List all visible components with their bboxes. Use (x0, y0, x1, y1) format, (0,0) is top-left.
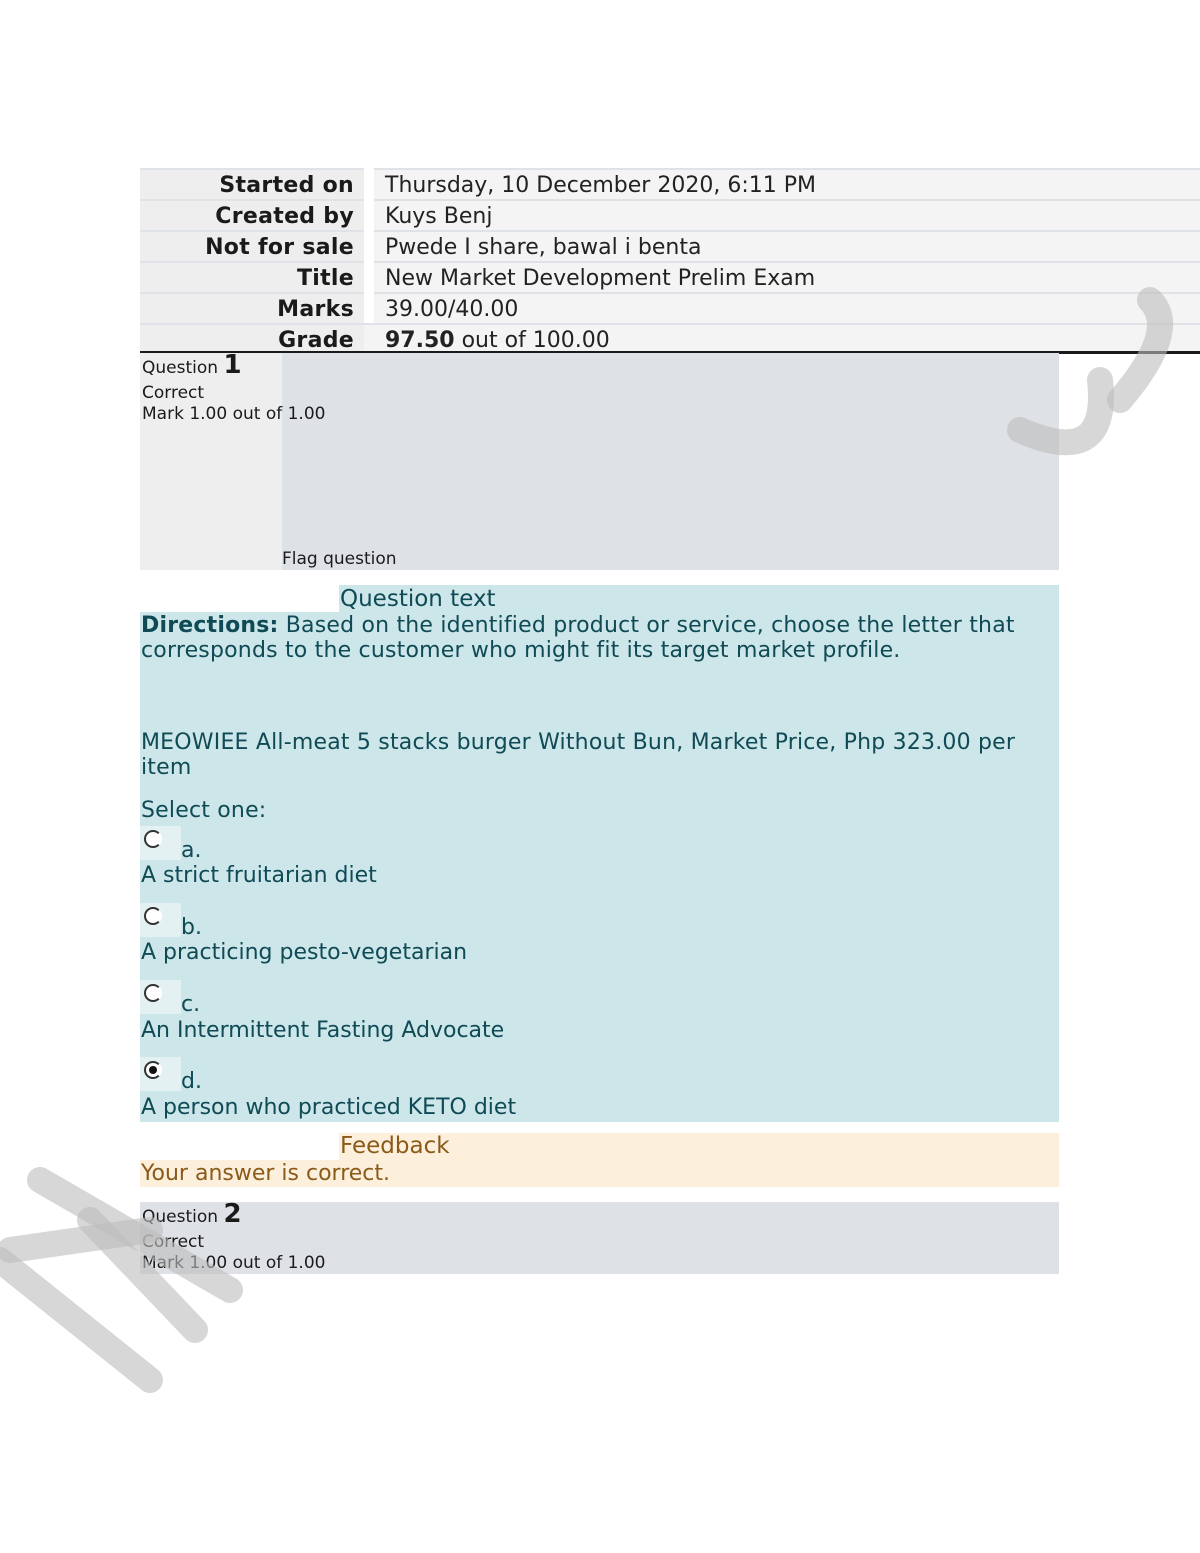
summary-row-grade (140, 323, 1200, 354)
option-c-radio[interactable] (140, 980, 181, 1014)
product-description: MEOWIEE All-meat 5 stacks burger Without Bun, Market Price, Php 323.00 per item (141, 730, 1016, 780)
directions-body: Based on the identified product or service, choose the letter that corresponds to the customer who might fit its target market profile. (141, 613, 1015, 663)
created-label: Created by (140, 199, 364, 230)
question-text-heading: Question text (340, 586, 496, 612)
grade-label: Grade (140, 323, 364, 354)
directions-label: Directions: (141, 613, 279, 638)
title-label: Title (140, 261, 364, 292)
sale-value: Pwede I share, bawal i benta (374, 230, 1200, 261)
feedback-heading: Feedback (340, 1133, 450, 1159)
started-value: Thursday, 10 December 2020, 6:11 PM (374, 168, 1200, 199)
marks-value: 39.00/40.00 (374, 292, 1200, 323)
started-label: Started on (140, 168, 364, 199)
option-d-text[interactable]: A person who practiced KETO diet (141, 1095, 517, 1120)
summary-row-started (140, 168, 1200, 199)
radio-unchecked-icon (144, 984, 162, 1002)
option-c-letter: c. (181, 992, 201, 1017)
radio-unchecked-icon (144, 830, 162, 848)
sale-label: Not for sale (140, 230, 364, 261)
attempt-summary-table (140, 168, 1200, 354)
question-label: Question (142, 1207, 224, 1227)
heading-spacer (140, 585, 339, 612)
option-a-radio[interactable] (140, 826, 181, 860)
question-2-info (140, 1199, 1059, 1274)
feedback-heading-spacer (140, 1133, 339, 1160)
watermark-stroke (10, 1230, 150, 1250)
option-c-text[interactable]: An Intermittent Fasting Advocate (141, 1018, 505, 1043)
question-1-feedback (140, 1133, 1059, 1187)
question-1-content (140, 585, 1059, 1122)
feedback-message: Your answer is correct. (141, 1161, 391, 1186)
summary-row-title (140, 261, 1200, 292)
question-number: 2 (223, 1199, 242, 1229)
question-label: Question (142, 358, 224, 378)
option-a-text[interactable]: A strict fruitarian diet (141, 863, 377, 888)
option-b-radio[interactable] (140, 903, 181, 937)
grade-out-of: out of 100.00 (454, 328, 610, 353)
question-1-mark: Mark 1.00 out of 1.00 (142, 404, 326, 424)
option-d-letter: d. (181, 1069, 202, 1094)
question-2-state: Correct (142, 1232, 205, 1252)
summary-row-sale (140, 230, 1200, 261)
title-value: New Market Development Prelim Exam (374, 261, 1200, 292)
question-2-number (142, 1199, 242, 1229)
created-value: Kuys Benj (374, 199, 1200, 230)
option-b-letter: b. (181, 915, 202, 940)
radio-checked-icon (144, 1061, 162, 1079)
directions-text (141, 613, 1051, 663)
question-1-state: Correct (142, 383, 205, 403)
radio-unchecked-icon (144, 907, 162, 925)
summary-row-created (140, 199, 1200, 230)
question-number: 1 (223, 350, 242, 380)
option-b-text[interactable]: A practicing pesto-vegetarian (141, 940, 468, 965)
question-1-info (140, 350, 1059, 570)
grade-score: 97.50 (385, 328, 455, 353)
summary-row-marks (140, 292, 1200, 323)
option-d-radio[interactable] (140, 1057, 181, 1091)
question-2-mark: Mark 1.00 out of 1.00 (142, 1253, 326, 1273)
marks-label: Marks (140, 292, 364, 323)
option-a-letter: a. (181, 838, 202, 863)
select-one-prompt: Select one: (141, 798, 267, 823)
flag-question-link[interactable]: Flag question (282, 549, 397, 569)
watermark-stroke (0, 1260, 150, 1380)
grade-value (364, 323, 1200, 354)
question-1-number (142, 350, 242, 380)
